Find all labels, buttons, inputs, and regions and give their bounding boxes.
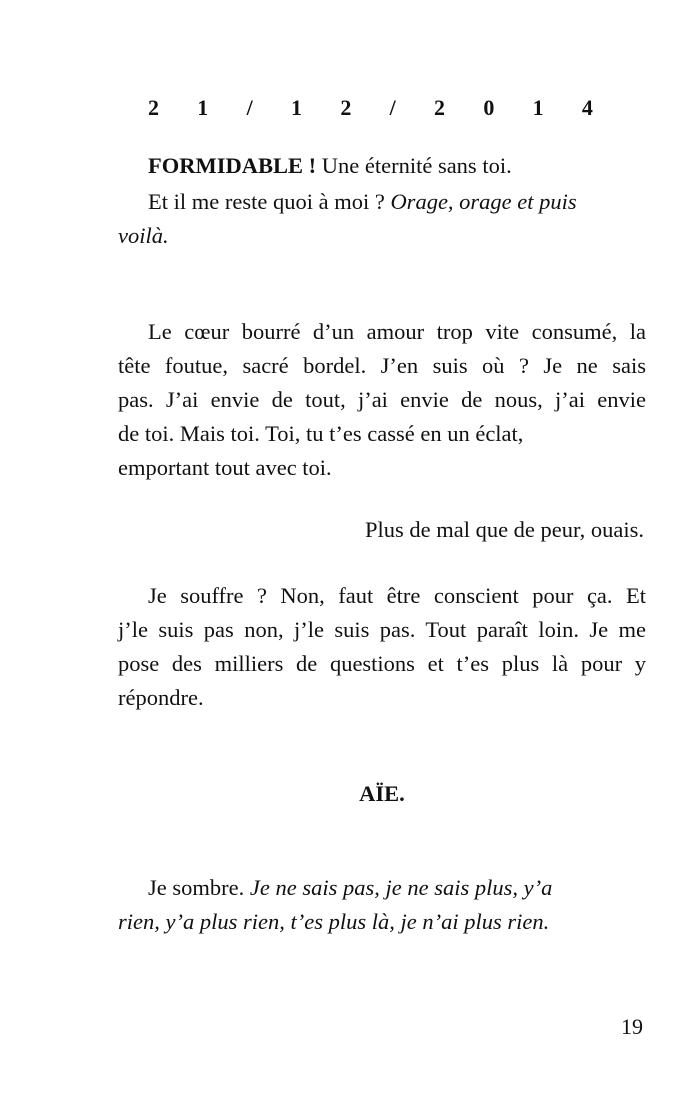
date-char: /	[246, 95, 253, 120]
right-aligned-line: Plus de mal que de peur, ouais.	[364, 517, 644, 542]
date-char: /	[389, 95, 396, 120]
date-char: 2	[434, 95, 446, 120]
paragraph-1-line-1	[118, 150, 646, 182]
date-char: 1	[197, 95, 209, 120]
page-number: 19	[621, 1014, 643, 1039]
exclamation-bold: FORMIDABLE !	[148, 153, 317, 178]
centered-heading: AÏE.	[359, 781, 405, 806]
date-char: 0	[483, 95, 495, 120]
date-char: 1	[291, 95, 303, 120]
text-span: Et il me reste quoi à moi ?	[148, 189, 391, 214]
paragraph-2-line-2: tête foutue, sacré bordel. J’en suis où ? Je ne sais	[118, 353, 646, 378]
paragraph-1-line-3	[118, 220, 646, 252]
paragraph-4-line-4: répondre.	[118, 685, 204, 710]
entry-date	[148, 92, 593, 124]
italic-span: Orage, orage et puis	[390, 189, 577, 214]
paragraph-2-line-3: pas. J’ai envie de tout, j’ai envie de nous, j’ai envie	[118, 387, 646, 412]
italic-span: voilà.	[118, 223, 169, 248]
date-char: 4	[581, 95, 593, 120]
paragraph-1-line-2	[118, 186, 646, 218]
paragraph-5-line-2	[118, 906, 646, 938]
paragraph-2-line-5: emportant tout avec toi.	[118, 455, 332, 480]
date-char: 1	[532, 95, 544, 120]
italic-span: rien, y’a plus rien, t’es plus là, je n’ai plus rien.	[118, 909, 550, 934]
text-span: Je sombre.	[148, 875, 250, 900]
paragraph-2-line-1: Le cœur bourré d’un amour trop vite consumé, la	[148, 319, 646, 344]
paragraph-5-line-1	[118, 872, 646, 904]
italic-span: Je ne sais pas, je ne sais plus, y’a	[249, 875, 553, 900]
paragraph-4-line-2: j’le suis pas non, j’le suis pas. Tout paraît loin. Je me	[118, 617, 646, 642]
paragraph-4-line-1: Je souffre ? Non, faut être conscient pour ça. Et	[148, 583, 646, 608]
text-span: Une éternité sans toi.	[316, 153, 512, 178]
date-char: 2	[148, 95, 159, 120]
paragraph-2-line-4: de toi. Mais toi. Toi, tu t’es cassé en un éclat,	[118, 421, 524, 446]
paragraph-4-line-3: pose des milliers de questions et t’es plus là pour y	[118, 651, 646, 676]
date-char: 2	[340, 95, 352, 120]
